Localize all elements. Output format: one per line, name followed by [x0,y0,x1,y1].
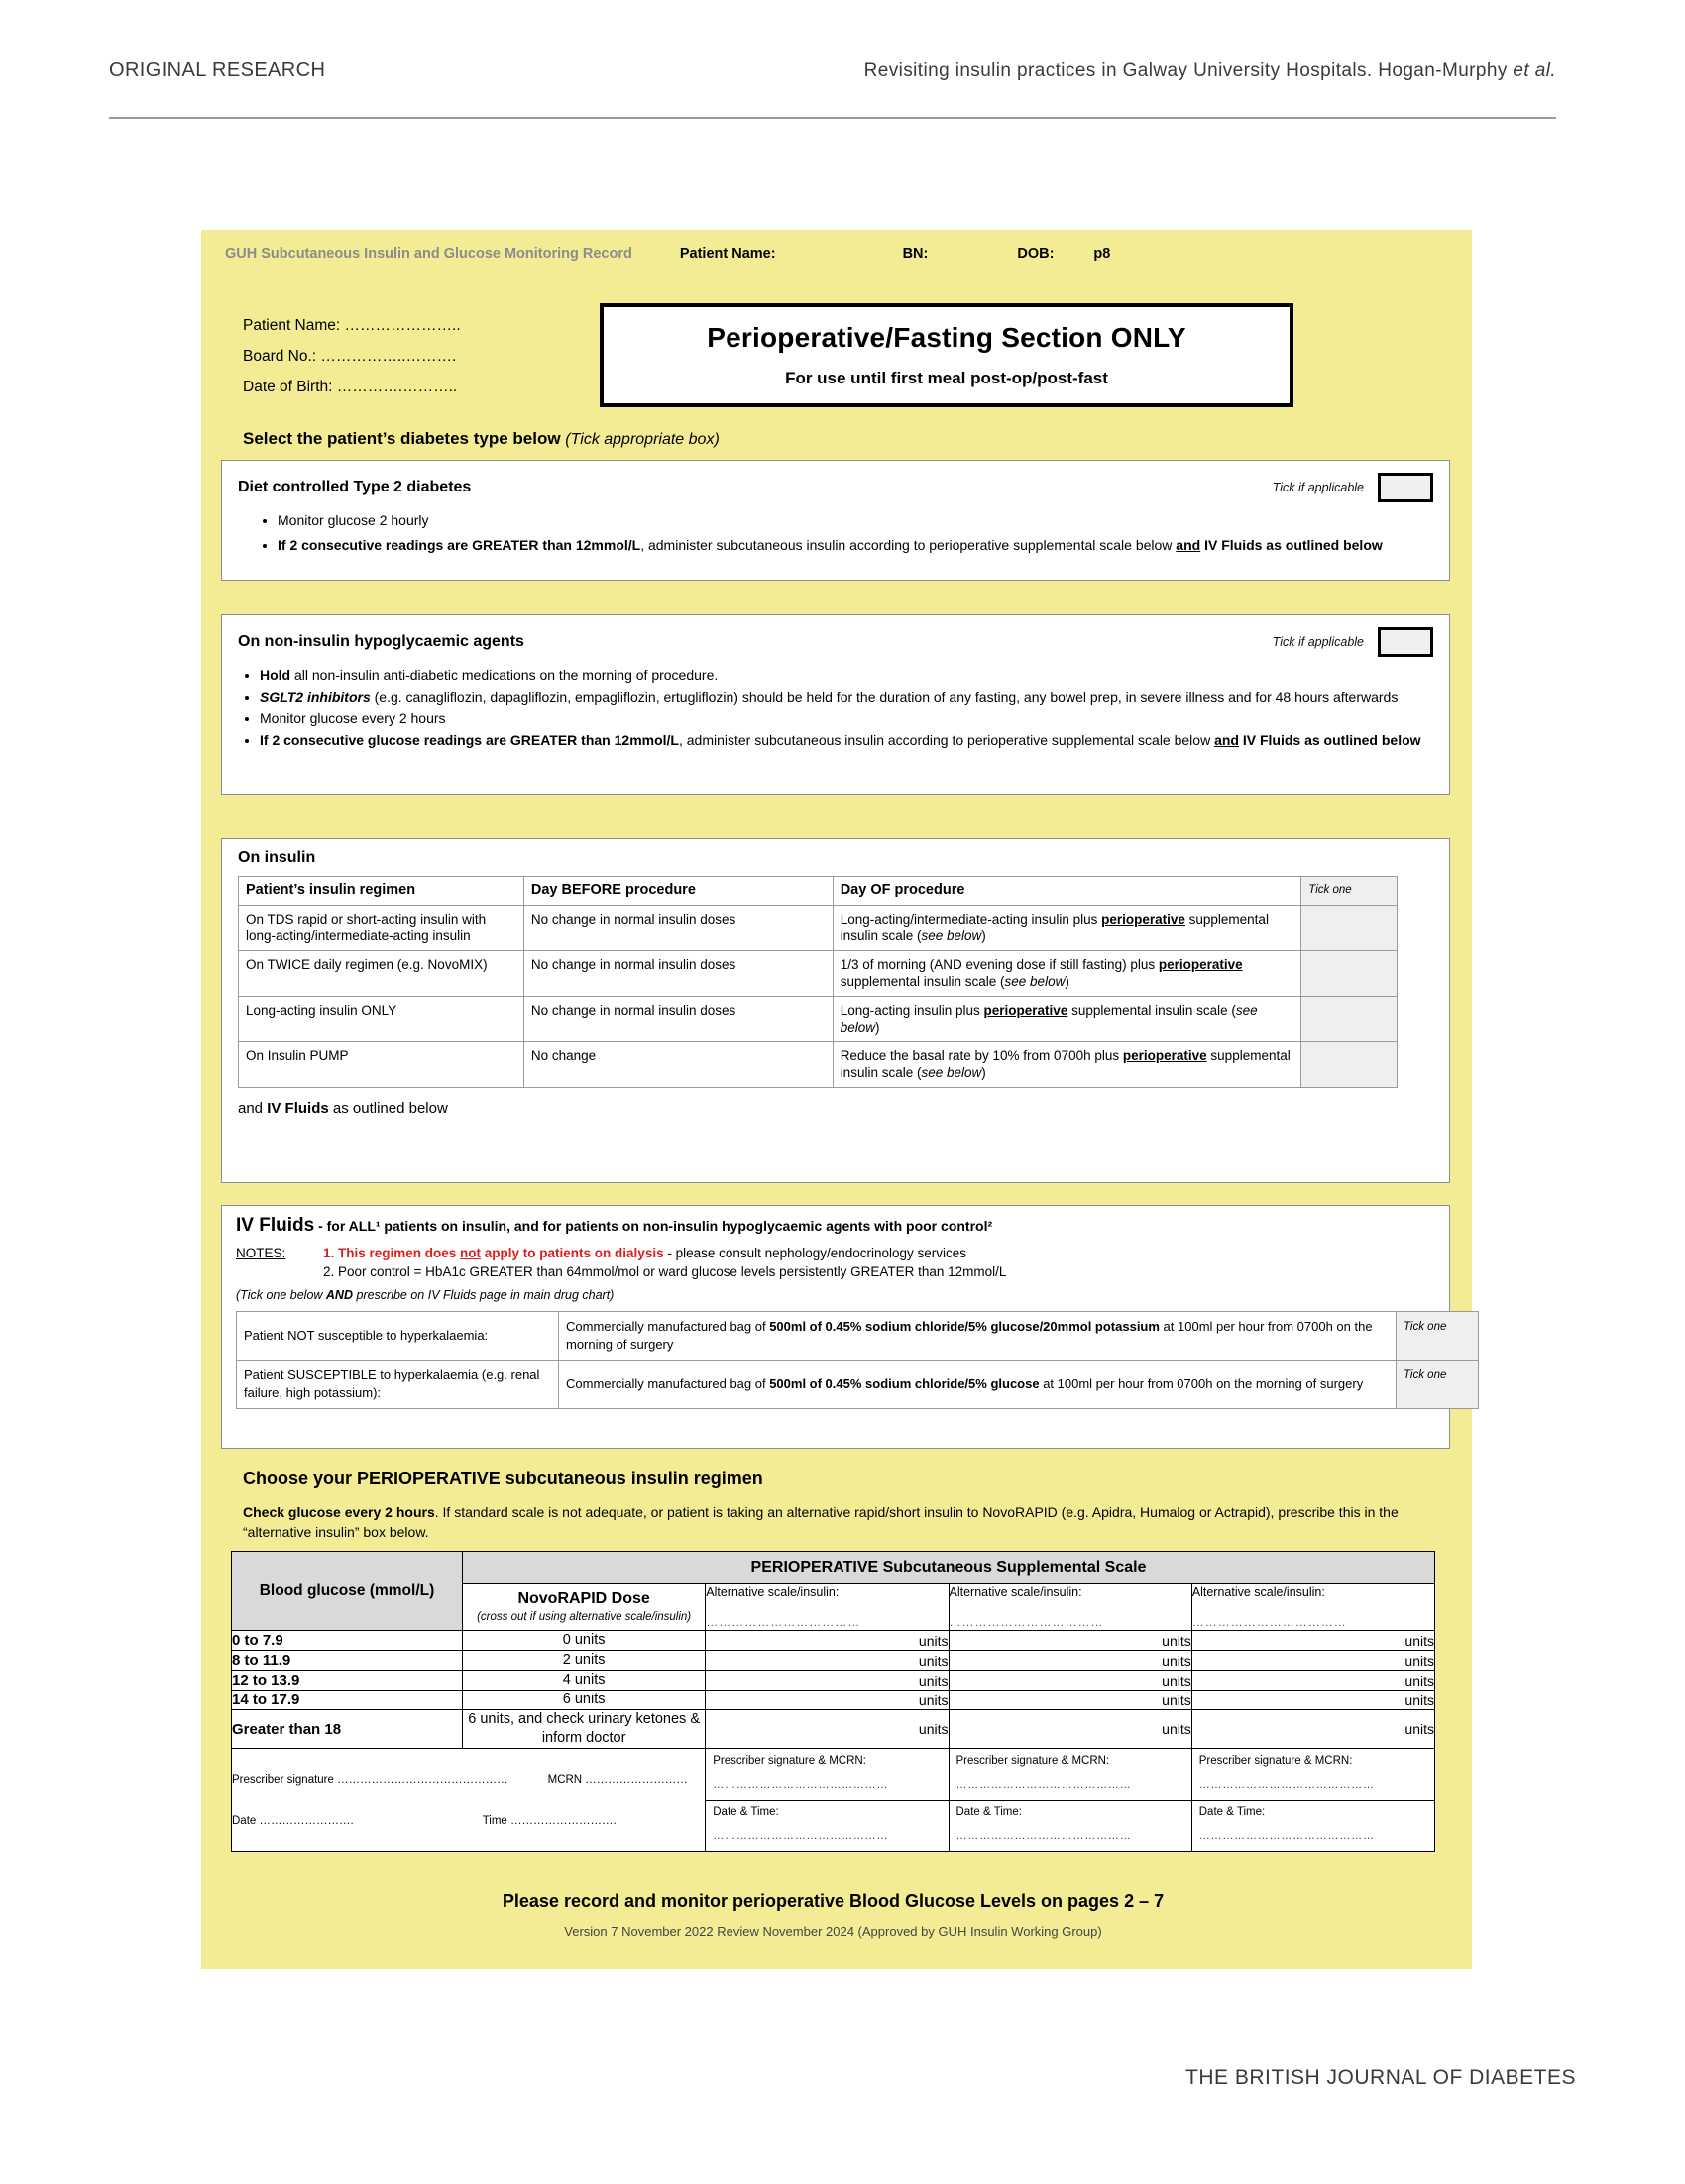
patient-name-label: Patient Name: [679,246,776,262]
choose-regimen-body [243,1502,1437,1542]
time-field[interactable]: Time ………………………. [482,1814,617,1827]
iv-desc-post: at 100ml per hour from 0700h on the morning of surgery [1039,1376,1364,1391]
iv-tick-note [236,1286,1435,1305]
mcrn-field[interactable]: MCRN ……………………… [547,1773,688,1786]
iv-row-desc [559,1312,1397,1361]
journal-header [109,59,1556,82]
alt-prescriber-2 [950,1749,1191,1801]
cell-dayof: Long-acting/intermediate-acting insulin plus perioperative supplemental insulin scale (see below) [833,905,1301,950]
version-note: Version 7 November 2022 Review November 2024 (Approved by GUH Insulin Working Group) [564,1924,1102,1939]
date-of-birth-field[interactable]: Date of Birth: ………….……….. [243,379,458,395]
scale-dose: 2 units [463,1651,706,1671]
diet-bullet-list [238,510,1433,555]
insulin-section-heading: On insulin [238,849,316,866]
scale-units-3[interactable]: units [1191,1691,1434,1710]
insulin-after-table-note: and IV Fluids as outlined below [238,1099,448,1117]
table-row [237,1361,1479,1409]
table-row [232,1691,1435,1710]
alt-datetime-label: Date & Time: [955,1806,1022,1818]
list-item: • SGLT2 inhibitors (e.g. canagliflozin, dapagliflozin, empagliflozin, ertugliflozin) should be held for the duration of any fasting, any bowel prep, in severe illness and for 48 hours afterwards [260,687,1433,707]
scale-range: 14 to 17.9 [232,1691,463,1710]
cell-before: No change in normal insulin doses [523,905,833,950]
scale-dose: 6 units, and check urinary ketones & inform doctor [463,1710,706,1749]
col-day-before: Day BEFORE procedure [523,877,833,906]
record-monitor-note: Please record and monitor perioperative Blood Glucose Levels on pages 2 – 7 [502,1891,1165,1911]
alt-datetime-dots[interactable]: ……………………………………… [955,1830,1132,1842]
dob-label: DOB: [1017,246,1055,262]
list-item [278,510,1433,530]
table-row [237,1312,1479,1361]
cell-tick[interactable] [1301,996,1398,1041]
list-item: • Hold all non-insulin anti-diabetic medications on the morning of procedure. [260,665,1433,685]
choose-regimen-heading: Choose your PERIOPERATIVE subcutaneous insulin regimen [243,1469,763,1488]
notes-spacer [236,1262,323,1281]
date-field[interactable]: Date ……………………. [232,1814,354,1827]
iv-fluids-title [236,1216,1435,1236]
noninsulin-bullet-3: Monitor glucose every 2 hours [260,710,446,726]
on-insulin-section [221,838,1450,1183]
notes-label: NOTES: [236,1246,286,1260]
cell-tick[interactable] [1301,950,1398,996]
scale-range: 0 to 7.9 [232,1631,463,1651]
scale-units-3[interactable]: units [1191,1631,1434,1651]
alt-prescriber-label: Prescriber signature & MCRN: [1198,1755,1353,1767]
diet-bullet-2-bold: If 2 consecutive readings are GREATER than 12mmol/L [278,537,641,553]
iv-fluids-title-big: IV Fluids [236,1215,315,1236]
scale-dose: 4 units [463,1671,706,1691]
alt-datetime-dots[interactable]: ……………………………………… [1198,1830,1375,1842]
iv-desc-pre: Commercially manufactured bag of [566,1376,770,1391]
diet-tick-label: Tick if applicable [1272,481,1364,494]
alt-header-label: Alternative scale/insulin: [949,1585,1082,1599]
iv-tick-cell[interactable]: Tick one [1397,1312,1479,1361]
iv-note-2-text: 2. Poor control = HbA1c GREATER than 64mmol/mol or ward glucose levels persistently GREATER than 12mmol/L [323,1264,1007,1279]
noninsulin-tick-box[interactable] [1378,627,1433,657]
table-row [239,1041,1398,1087]
alt-datetime-1 [706,1801,948,1851]
table-row [232,1631,1435,1651]
alt-signature-block-3 [1191,1749,1434,1852]
iv-tick-note-and: AND [325,1288,353,1302]
prescriber-signature-block [232,1749,706,1852]
iv-note-1 [236,1244,1435,1262]
alt-prescriber-label: Prescriber signature & MCRN: [713,1755,866,1767]
alt-header-dots[interactable]: ……………………………… [1191,1615,1347,1629]
alt-header-dots[interactable]: ……………………………… [949,1615,1104,1629]
scale-units-3[interactable]: units [1191,1710,1434,1749]
section-title-line2: For use until first meal post-op/post-fast [785,369,1108,387]
iv-desc-bold: 500ml of 0.45% sodium chloride/5% glucose [769,1376,1040,1391]
blood-glucose-header-text: Blood glucose (mmol/L) [259,1582,435,1599]
alt-datetime-label: Date & Time: [713,1806,779,1818]
col-tick-one: Tick one [1301,877,1398,906]
list-item: • If 2 consecutive readings are GREATER than 12mmol/L, administer subcutaneous insulin according to perioperative supplemental scale below and IV Fluids as outlined below [278,535,1433,555]
table-row [239,905,1398,950]
scale-range: 8 to 11.9 [232,1651,463,1671]
alt-datetime-label: Date & Time: [1198,1806,1266,1818]
iv-tick-cell[interactable]: Tick one [1397,1361,1479,1409]
alt-prescriber-dots[interactable]: ……………………………………… [955,1779,1132,1791]
alt-signature-block-1 [706,1749,949,1852]
record-title: GUH Subcutaneous Insulin and Glucose Monitoring Record [225,246,632,262]
page-number-label: p8 [1093,246,1111,262]
iv-row-label: Patient NOT susceptible to hyperkalaemia: [237,1312,559,1361]
table-row [232,1651,1435,1671]
scale-units-2[interactable]: units [949,1710,1191,1749]
scale-units-2[interactable]: units [949,1671,1191,1691]
alt-signature-block-2 [949,1749,1191,1852]
iv-row-desc [559,1361,1397,1409]
iv-desc-bold: 500ml of 0.45% sodium chloride/5% glucose/20mmol potassium [769,1319,1160,1334]
journal-footer: THE BRITISH JOURNAL OF DIABETES [1185,2066,1576,2089]
supplemental-scale-wrapper [231,1551,1435,1852]
iv-note-1-rest: - please consult nephology/endocrinology services [663,1246,967,1260]
alt-prescriber-label: Prescriber signature & MCRN: [955,1755,1110,1767]
cell-before: No change in normal insulin doses [523,950,833,996]
iv-tick-note-post: prescribe on IV Fluids page in main drug chart) [353,1288,615,1302]
cell-dayof: Long-acting insulin plus perioperative supplemental insulin scale (see below) [833,996,1301,1041]
cell-before: No change in normal insulin doses [523,996,833,1041]
diet-bullet-1: Monitor glucose 2 hourly [278,512,429,528]
cell-regimen: On TDS rapid or short-acting insulin with long-acting/intermediate-acting insulin [239,905,524,950]
alt-prescriber-1 [706,1749,948,1801]
scale-units-1[interactable]: units [706,1710,949,1749]
cell-dayof: 1/3 of morning (AND evening dose if still fasting) plus perioperative supplemental insulin scale (see below) [833,950,1301,996]
alt-prescriber-dots[interactable]: ……………………………………… [1198,1779,1375,1791]
alt-scale-header-3 [1191,1584,1434,1631]
col-day-of: Day OF procedure [833,877,1301,906]
noninsulin-section-heading: On non-insulin hypoglycaemic agents [238,633,524,650]
iv-desc-post: at 100ml per hour from 0700h on the morning of surgery [566,1319,1373,1352]
scale-units-2[interactable]: units [949,1651,1191,1671]
cell-dayof: Reduce the basal rate by 10% from 0700h plus perioperative supplemental insulin scale (see below) [833,1041,1301,1087]
insulin-regimen-table [238,876,1398,1088]
scale-banner-text: PERIOPERATIVE Subcutaneous Supplemental Scale [750,1559,1147,1576]
table-row [232,1710,1435,1749]
board-no-field[interactable]: Board No.: ……………..………. [243,348,457,365]
journal-running-title [864,60,1556,82]
diet-section-heading: Diet controlled Type 2 diabetes [238,479,472,495]
diet-tick-box[interactable] [1378,473,1433,502]
scale-units-1[interactable]: units [706,1691,949,1710]
list-item [260,709,1433,728]
scale-range: Greater than 18 [232,1710,463,1749]
alt-prescriber-dots[interactable]: ……………………………………… [713,1779,889,1791]
supplemental-scale-table [231,1551,1435,1852]
iv-fluids-title-rest: - for ALL¹ patients on insulin, and for patients on non-insulin hypoglycaemic agents with poor control² [314,1218,993,1234]
scale-dose: 0 units [463,1631,706,1651]
cell-regimen: Long-acting insulin ONLY [239,996,524,1041]
patient-details-block [243,310,560,402]
table-row [239,950,1398,996]
table-row [239,996,1398,1041]
running-title-etal: et al. [1513,60,1556,81]
iv-desc-pre: Commercially manufactured bag of [566,1319,770,1334]
iv-fluids-section [221,1205,1450,1449]
alt-header-label: Alternative scale/insulin: [706,1585,840,1599]
bn-label: BN: [902,246,929,262]
table-row [232,1671,1435,1691]
scale-units-2[interactable]: units [949,1631,1191,1651]
section-title-box [600,303,1293,407]
blood-glucose-header [232,1552,463,1631]
cell-tick[interactable] [1301,1041,1398,1087]
scale-units-1[interactable]: units [706,1651,949,1671]
scale-banner [463,1552,1435,1584]
iv-tick-note-pre: (Tick one below [236,1288,326,1302]
alt-datetime-2 [950,1801,1191,1851]
iv-fluids-notes [236,1244,1435,1305]
alt-header-dots[interactable]: ……………………………… [706,1615,861,1629]
scale-range: 12 to 13.9 [232,1671,463,1691]
alt-scale-header-2 [949,1584,1191,1631]
scale-dose: 6 units [463,1691,706,1710]
select-instruction-bold: Select the patient’s diabetes type below [243,429,566,448]
section-title-line1: Perioperative/Fasting Section ONLY [707,322,1186,353]
scale-units-1[interactable]: units [706,1631,949,1651]
cell-regimen: On Insulin PUMP [239,1041,524,1087]
diet-controlled-section [221,460,1450,581]
alt-datetime-3 [1192,1801,1434,1851]
scale-units-3[interactable]: units [1191,1651,1434,1671]
iv-note-2 [236,1262,1435,1281]
cell-tick[interactable] [1301,905,1398,950]
iv-note-1-text: 1. This regimen does not apply to patients on dialysis - please consult nephology/endocrinology services [323,1246,967,1260]
cell-before: No change [523,1041,833,1087]
signature-row [232,1749,1435,1852]
journal-section-label: ORIGINAL RESEARCH [109,59,326,81]
form-top-line [201,230,1472,262]
alt-prescriber-3 [1192,1749,1434,1801]
select-instruction-italic: (Tick appropriate box) [565,431,720,448]
novorapid-dose-header [463,1584,706,1631]
patient-name-field[interactable]: Patient Name: ………………….. [243,317,461,334]
col-regimen: Patient’s insulin regimen [239,877,524,906]
running-title-text: Revisiting insulin practices in Galway University Hospitals. Hogan-Murphy [863,60,1514,81]
novorapid-dose-title: NovoRAPID Dose [517,1590,650,1607]
alt-scale-header-1 [706,1584,949,1631]
alt-header-label: Alternative scale/insulin: [1191,1585,1325,1599]
choose-body-bold: Check glucose every 2 hours [243,1504,435,1520]
cell-regimen: On TWICE daily regimen (e.g. NovoMIX) [239,950,524,996]
diet-section-header [238,473,1433,502]
scale-banner-row [232,1552,1435,1584]
iv-fluids-table [236,1311,1479,1409]
scale-units-3[interactable]: units [1191,1671,1434,1691]
noninsulin-tick-label: Tick if applicable [1272,635,1364,649]
header-divider [109,117,1556,119]
select-diabetes-type-instruction [243,429,720,449]
novorapid-dose-subtitle: (cross out if using alternative scale/insulin) [477,1611,692,1623]
choose-body-rest: . If standard scale is not adequate, or patient is taking an alternative rapid/short insulin to NovoRAPID (e.g. Apidra, Humalog or Actrapid), prescribe this in the “alternative insulin” box below. [243,1504,1399,1540]
non-insulin-agents-section [221,614,1450,795]
list-item: • If 2 consecutive glucose readings are GREATER than 12mmol/L, administer subcutaneous insulin according to perioperative supplemental scale below and IV Fluids as outlined below [260,730,1433,750]
scale-units-2[interactable]: units [949,1691,1191,1710]
noninsulin-bullet-list [238,665,1433,750]
table-header-row [239,877,1398,906]
noninsulin-section-header [238,627,1433,657]
alt-datetime-dots[interactable]: ……………………………………… [713,1830,889,1842]
scale-units-1[interactable]: units [706,1671,949,1691]
iv-row-label: Patient SUSCEPTIBLE to hyperkalaemia (e.g. renal failure, high potassium): [237,1361,559,1409]
prescriber-signature-field[interactable]: Prescriber signature ……………………………………… [232,1773,508,1786]
